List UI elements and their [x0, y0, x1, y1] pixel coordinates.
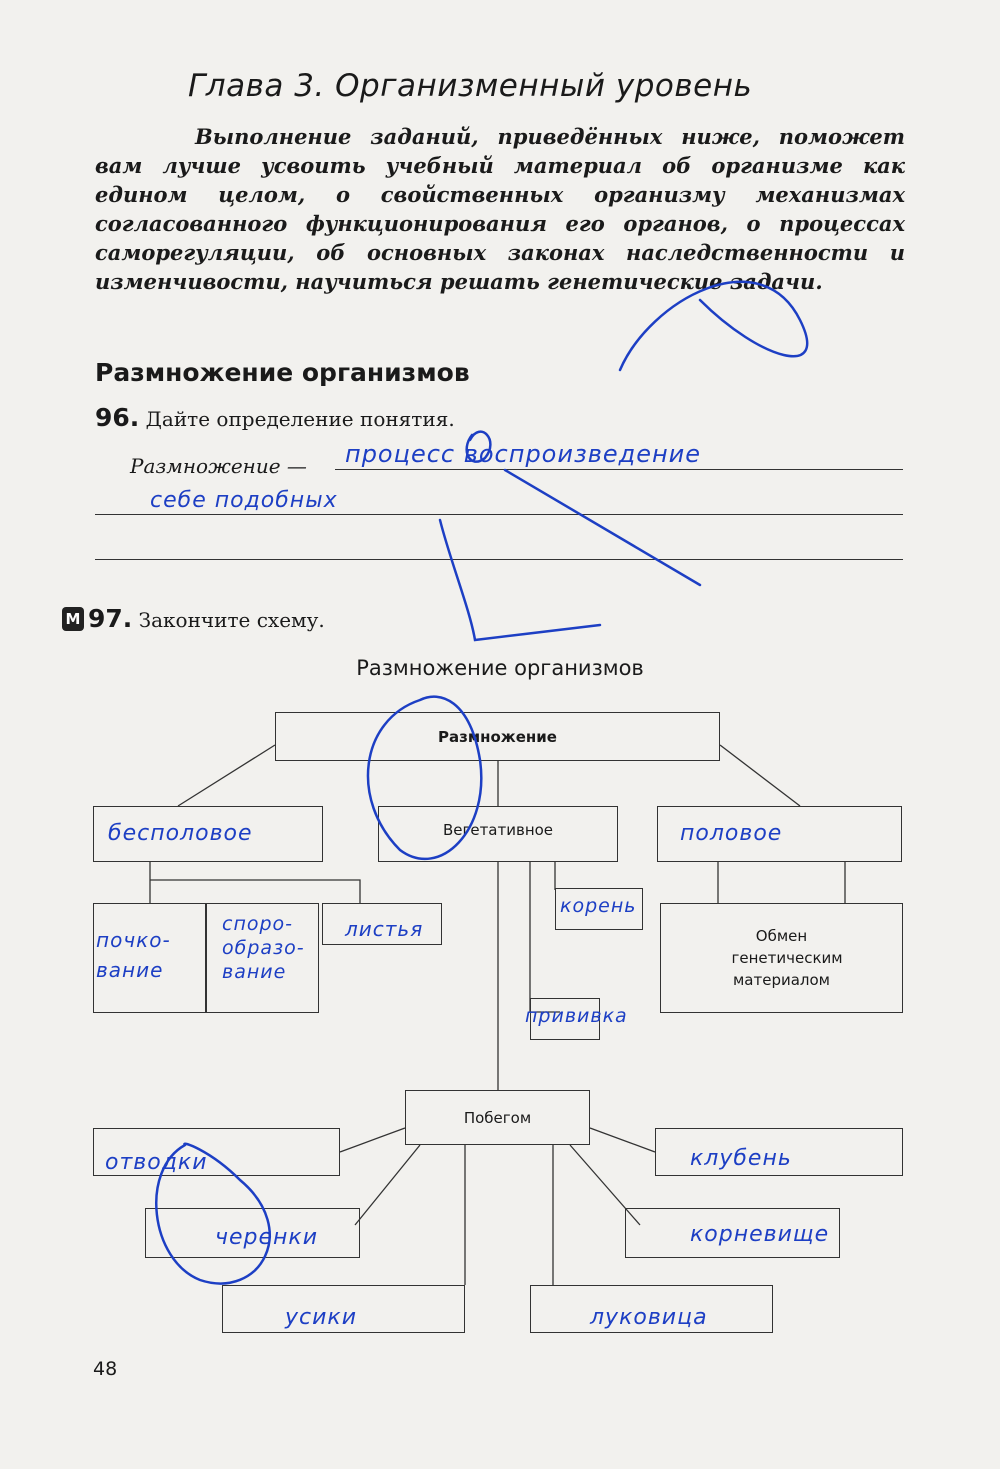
box-genetic-exchange-label: Обмен генетическим материалом	[731, 927, 843, 989]
box-shoots: Побегом	[405, 1090, 590, 1145]
hw-grafting: прививка	[525, 1005, 628, 1027]
task-97-number: 97.	[88, 604, 133, 633]
hw-rhizomes: корневище	[690, 1222, 830, 1247]
section-title: Размножение организмов	[95, 358, 470, 387]
hw-asexual: бесполовое	[108, 821, 253, 846]
hw-bulb: луковица	[590, 1305, 708, 1330]
task-97-prompt: Закончите схему.	[138, 608, 325, 632]
hw-roots: корень	[560, 895, 637, 917]
scheme-title: Размножение организмов	[356, 656, 644, 680]
hw-cuttings: черенки	[215, 1225, 319, 1250]
box-vegetative: Вегетативное	[378, 806, 618, 862]
hw-tubers: клубень	[690, 1146, 792, 1171]
intro-paragraph: Выполнение заданий, приведённых ниже, поможет вам лучше усвоить учебный материал об организме как едином целом, о свойственных организму механизмах согласованного функционирования его органов, о процессах саморегуляции, об основных законах наследственности и изменчивости, научиться решать генетические задачи.	[95, 124, 905, 294]
hw-runners: усики	[285, 1305, 357, 1330]
hw-sporulation: споро-образо-вание	[222, 913, 305, 983]
handwritten-definition-1: процесс воспроизведение	[345, 440, 702, 468]
hw-budding: почко-вание	[96, 928, 171, 982]
box-reproduction: Размножение	[275, 712, 720, 761]
definition-term: Размножение —	[130, 454, 307, 478]
handwritten-definition-2: себе подобных	[150, 488, 338, 513]
task-96-prompt: Дайте определение понятия.	[145, 407, 455, 431]
task-96-number: 96.	[95, 403, 140, 432]
chapter-title: Глава 3. Организменный уровень	[188, 68, 753, 104]
page-number: 48	[93, 1358, 118, 1380]
hw-leaves: листья	[345, 917, 424, 941]
hw-sexual: половое	[680, 821, 783, 846]
hw-offsets: отводки	[105, 1150, 208, 1175]
method-badge-icon: М	[62, 607, 84, 631]
